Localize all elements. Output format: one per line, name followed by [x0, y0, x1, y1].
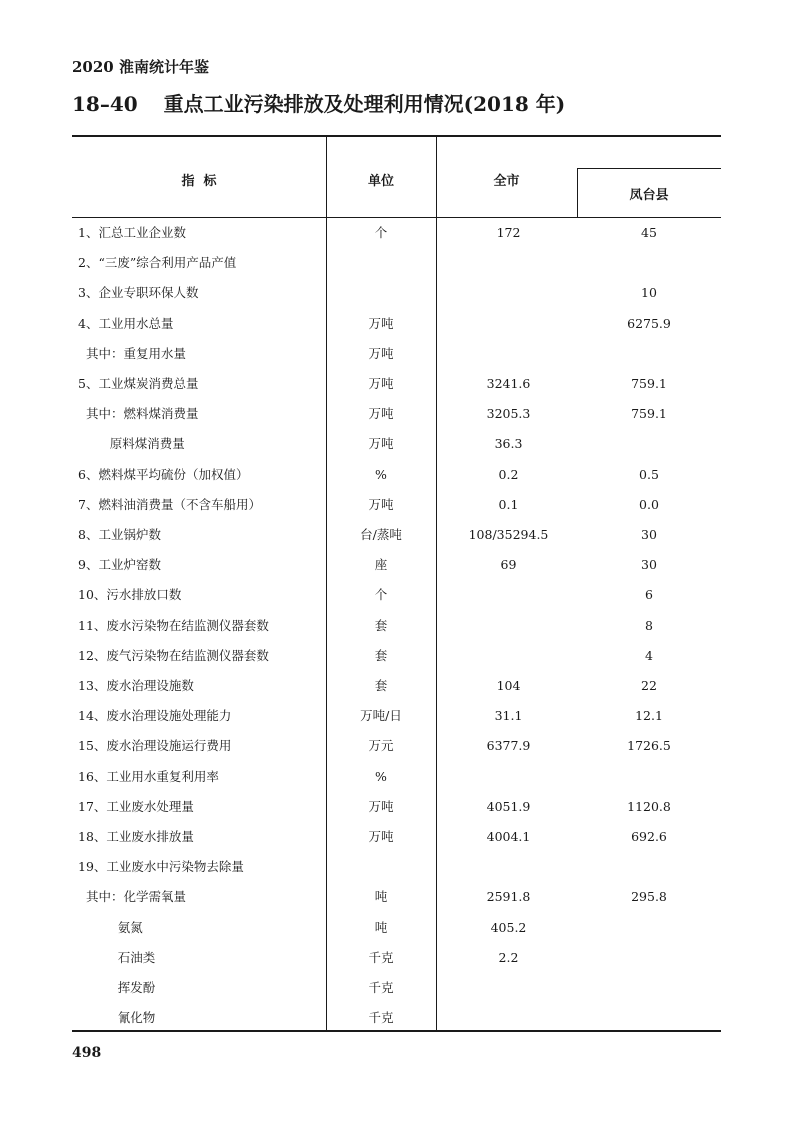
table-row — [72, 460, 721, 490]
row-county-value — [577, 429, 721, 459]
row-city-value — [436, 852, 581, 882]
table-row — [72, 490, 721, 520]
row-city-value: 2.2 — [498, 949, 519, 965]
row-indicator: 7、燃料油消费量（不含车船用） — [78, 496, 261, 512]
row-indicator: 8、工业锅炉数 — [78, 527, 161, 542]
row-indicator: 15、废水治理设施运行费用 — [78, 738, 232, 754]
row-unit: 万吨 — [368, 315, 394, 331]
table-row — [72, 550, 721, 580]
row-indicator: 氨氮 — [78, 919, 143, 935]
row-county-value: 295.8 — [631, 889, 667, 905]
row-county-value: 1120.8 — [627, 798, 671, 814]
row-city-value: 3205.3 — [486, 406, 531, 422]
row-indicator: 16、工业用水重复利用率 — [78, 768, 219, 784]
row-county-value: 8 — [645, 617, 653, 633]
table-row — [72, 429, 721, 459]
row-indicator: 4、工业用水总量 — [78, 315, 174, 331]
row-indicator: 17、工业废水处理量 — [78, 798, 194, 814]
row-city-value: 405.2 — [490, 919, 527, 935]
row-county-value: 4 — [645, 647, 653, 663]
row-county-value — [577, 248, 721, 278]
header-county: 凤台县 — [629, 188, 669, 203]
row-city-value: 3241.6 — [486, 376, 531, 391]
row-city-value: 6377.9 — [486, 738, 531, 754]
row-county-value: 6275.9 — [627, 315, 671, 331]
table-number: 18–40 — [72, 92, 138, 116]
row-unit: 套 — [374, 678, 388, 693]
row-city-value — [436, 762, 581, 792]
row-unit: 套 — [374, 647, 388, 663]
row-county-value: 6 — [645, 587, 653, 603]
row-indicator: 18、工业废水排放量 — [78, 829, 194, 844]
table-row — [72, 913, 721, 943]
row-county-value: 22 — [641, 678, 657, 693]
row-county-value: 692.6 — [631, 829, 667, 844]
row-indicator: 11、废水污染物在结监测仪器套数 — [78, 617, 269, 633]
row-city-value: 2591.8 — [486, 889, 531, 905]
row-unit — [326, 248, 436, 278]
row-county-value: 759.1 — [631, 406, 667, 422]
row-indicator: 其中：燃料煤消费量 — [78, 406, 199, 422]
table-row — [72, 671, 721, 701]
table-row — [72, 369, 721, 399]
table-row — [72, 278, 721, 308]
row-indicator: 6、燃料煤平均硫份（加权值） — [78, 466, 249, 482]
row-indicator: 原料煤消费量 — [78, 436, 185, 452]
row-indicator: 其中：化学需氧量 — [78, 889, 186, 905]
row-unit: 万吨 — [368, 496, 394, 512]
table-row — [72, 943, 721, 973]
row-unit: 个 — [374, 225, 388, 240]
row-unit: 吨 — [374, 889, 388, 905]
row-indicator: 3、企业专职环保人数 — [78, 285, 199, 301]
table-row — [72, 218, 721, 248]
table-row — [72, 762, 721, 792]
row-county-value: 0.5 — [639, 466, 659, 482]
row-city-value — [436, 611, 581, 641]
row-county-value: 1726.5 — [627, 738, 671, 754]
table-row — [72, 641, 721, 671]
header-city: 全市 — [493, 174, 520, 189]
row-county-value: 30 — [641, 527, 657, 542]
header-indicator: 指 标 — [181, 174, 217, 189]
row-county-value: 12.1 — [635, 708, 663, 724]
table-row — [72, 580, 721, 610]
row-indicator: 9、工业炉窑数 — [78, 557, 161, 573]
page-number: 498 — [72, 1045, 102, 1061]
row-unit: 座 — [374, 557, 388, 573]
row-city-value: 0.1 — [498, 496, 519, 512]
table-row — [72, 248, 721, 278]
row-county-value: 10 — [641, 285, 657, 301]
row-unit: 万吨 — [368, 436, 394, 452]
row-city-value: 0.2 — [498, 466, 519, 482]
table-row — [72, 882, 721, 912]
table-row — [72, 731, 721, 761]
row-indicator: 其中：重复用水量 — [78, 345, 186, 361]
row-unit: 万吨 — [368, 798, 394, 814]
row-unit — [326, 278, 436, 308]
row-county-value: 0.0 — [639, 496, 659, 512]
row-unit: % — [375, 466, 387, 482]
row-city-value: 172 — [496, 225, 521, 240]
row-city-value: 4004.1 — [486, 829, 531, 844]
row-county-value — [577, 762, 721, 792]
row-city-value: 104 — [496, 678, 521, 693]
row-county-value — [577, 943, 721, 973]
row-unit: 万吨 — [368, 345, 394, 361]
row-indicator: 石油类 — [78, 949, 156, 965]
row-unit: 千克 — [368, 949, 394, 965]
row-unit: 万吨 — [368, 829, 394, 844]
row-indicator: 1、汇总工业企业数 — [78, 225, 186, 240]
row-unit: 千克 — [368, 980, 394, 995]
row-indicator: 19、工业废水中污染物去除量 — [78, 859, 244, 875]
table-row — [72, 792, 721, 822]
row-unit — [326, 852, 436, 882]
row-county-value — [577, 913, 721, 943]
row-city-value: 36.3 — [494, 436, 523, 452]
table-bottom-rule — [72, 1030, 721, 1032]
row-county-value: 759.1 — [631, 376, 667, 391]
table-row — [72, 611, 721, 641]
row-unit: 个 — [374, 587, 388, 603]
row-unit: 千克 — [368, 1010, 394, 1026]
row-city-value — [436, 339, 581, 369]
table-top-rule — [72, 135, 721, 137]
table-row — [72, 852, 721, 882]
row-unit: 万吨 — [368, 376, 394, 391]
row-city-value — [436, 309, 581, 339]
row-city-value — [436, 248, 581, 278]
row-indicator: 2、“三废”综合利用产品产值 — [78, 255, 237, 271]
table-row — [72, 822, 721, 852]
row-county-value: 30 — [641, 557, 657, 573]
row-county-value — [577, 852, 721, 882]
table-title-text: 重点工业污染排放及处理利用情况(2018 年) — [163, 92, 566, 116]
table-row — [72, 399, 721, 429]
row-indicator: 5、工业煤炭消费总量 — [78, 376, 199, 391]
row-city-value: 4051.9 — [486, 798, 531, 814]
table-row — [72, 973, 721, 1003]
table-row — [72, 309, 721, 339]
row-unit: 吨 — [374, 919, 388, 935]
table-row — [72, 339, 721, 369]
row-indicator: 氰化物 — [78, 1010, 156, 1026]
row-city-value: 69 — [500, 557, 517, 573]
running-head: 2020 淮南统计年鉴 — [72, 58, 209, 76]
row-county-value — [577, 1003, 721, 1033]
row-city-value — [436, 278, 581, 308]
row-unit: 万吨 — [368, 406, 394, 422]
row-unit: 套 — [374, 617, 388, 633]
row-city-value: 31.1 — [494, 708, 523, 724]
table-title — [72, 88, 565, 117]
row-county-value — [577, 339, 721, 369]
row-city-value — [436, 641, 581, 671]
table-row — [72, 520, 721, 550]
row-city-value — [436, 1003, 581, 1033]
row-indicator: 12、废气污染物在结监测仪器套数 — [78, 647, 269, 663]
table-row — [72, 701, 721, 731]
row-city-value: 108/35294.5 — [468, 527, 549, 542]
table-row — [72, 1003, 721, 1033]
row-indicator: 13、废水治理设施数 — [78, 678, 194, 693]
row-unit: 台/蒸吨 — [360, 527, 402, 542]
row-unit: 万吨/日 — [360, 708, 402, 724]
row-city-value — [436, 580, 581, 610]
county-header-rule — [577, 168, 721, 169]
row-indicator: 挥发酚 — [78, 980, 156, 995]
row-city-value — [436, 973, 581, 1003]
row-county-value: 45 — [641, 225, 657, 240]
row-indicator: 14、废水治理设施处理能力 — [78, 708, 232, 724]
row-unit: % — [375, 768, 387, 784]
header-unit: 单位 — [367, 174, 394, 189]
row-unit: 万元 — [368, 738, 394, 754]
row-county-value — [577, 973, 721, 1003]
row-indicator: 10、污水排放口数 — [78, 587, 182, 603]
